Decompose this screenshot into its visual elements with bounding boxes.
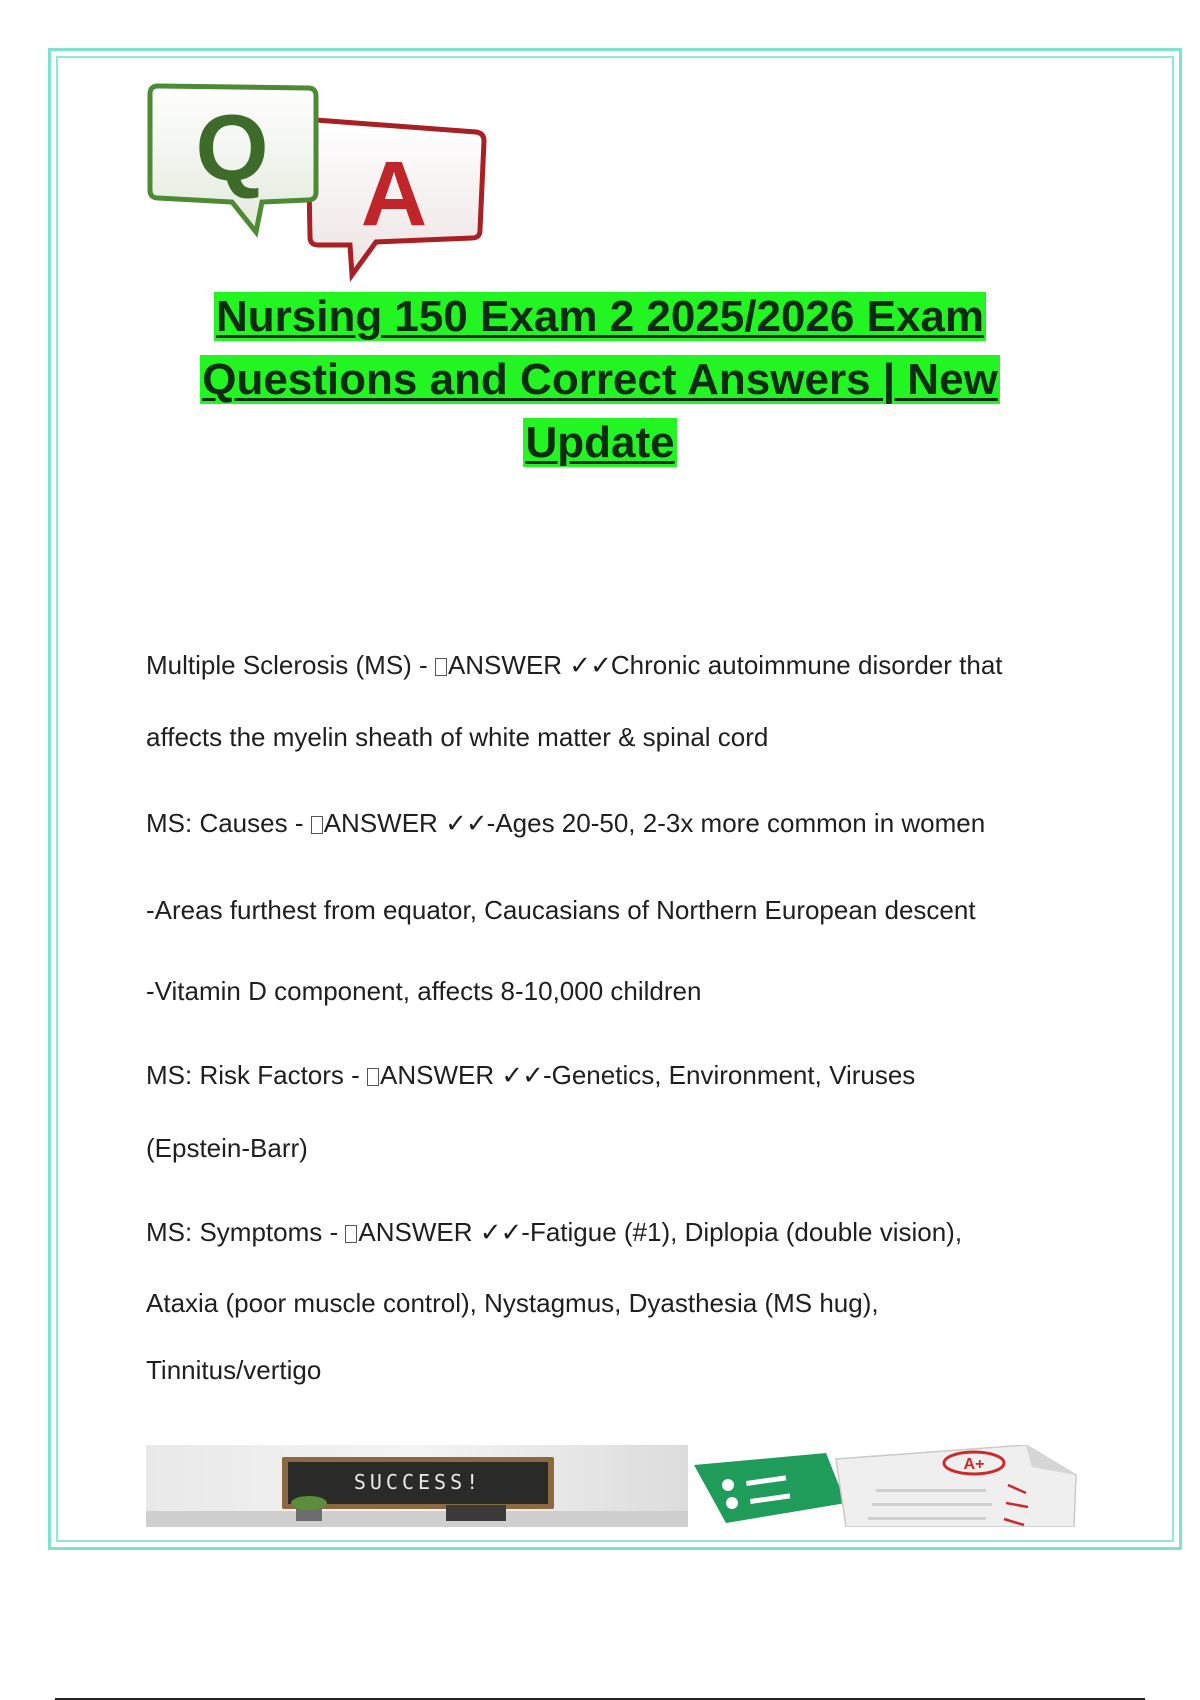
entry-2-first-line [146, 808, 985, 838]
grade-text: A+ [963, 1456, 985, 1473]
double-check-icon: ✓✓ [569, 650, 611, 680]
answer-label: ANSWER [358, 1217, 473, 1247]
title-line-1: Nursing 150 Exam 2 2025/2026 Exam [215, 292, 985, 341]
missing-glyph-icon [367, 1068, 379, 1086]
answer-label: ANSWER [447, 650, 563, 680]
entry-2-continuation: -Vitamin D component, affects 8-10,000 children [146, 976, 702, 1006]
entry-term: Multiple Sclerosis (MS) - [146, 650, 435, 680]
entry-4-continuation: Tinnitus/vertigo [146, 1355, 322, 1385]
document-title [150, 285, 1050, 474]
entry-2-continuation: -Areas furthest from equator, Caucasians of Northern European descent [146, 895, 976, 925]
double-check-icon: ✓✓ [501, 1060, 543, 1090]
entry-4-first-line [146, 1217, 962, 1247]
missing-glyph-icon [311, 816, 323, 834]
entry-answer: -Genetics, Environment, Viruses [542, 1060, 916, 1090]
entry-1-continuation: affects the myelin sheath of white matter & spinal cord [146, 722, 769, 752]
entry-answer: -Fatigue (#1), Diplopia (double vision), [521, 1217, 963, 1247]
entry-answer: -Ages 20-50, 2-3x more common in women [486, 808, 986, 838]
entry-3-first-line [146, 1060, 915, 1090]
missing-glyph-icon [435, 658, 447, 676]
missing-glyph-icon [345, 1225, 357, 1243]
question-bubble-icon [150, 86, 316, 232]
entry-term: MS: Risk Factors - [146, 1060, 368, 1090]
entry-4-continuation: Ataxia (poor muscle control), Nystagmus, Dyasthesia (MS hug), [146, 1288, 879, 1318]
double-check-icon: ✓✓ [479, 1217, 522, 1247]
title-line-2: Questions and Correct Answers | New [202, 355, 998, 404]
entry-3-continuation: (Epstein-Barr) [146, 1133, 308, 1163]
answer-label: ANSWER [323, 808, 438, 838]
entry-term: MS: Causes - [146, 808, 311, 838]
entry-answer: Chronic autoimmune disorder that [610, 650, 1003, 680]
answer-bubble-icon [308, 120, 484, 275]
entry-term: MS: Symptoms - [146, 1217, 346, 1247]
answer-label: ANSWER [380, 1060, 495, 1090]
chalkboard-text: SUCCESS! [353, 1470, 483, 1494]
double-check-icon: ✓✓ [445, 808, 487, 838]
answer-letter: A [360, 143, 428, 245]
graded-paper-icon [694, 1445, 1076, 1527]
qa-logo [140, 80, 490, 285]
chalkboard-photo-icon [146, 1445, 688, 1527]
title-line-3: Update [525, 418, 675, 467]
success-banner [146, 1445, 1086, 1527]
entry-1-first-line [146, 650, 1003, 680]
question-letter: Q [195, 95, 269, 200]
